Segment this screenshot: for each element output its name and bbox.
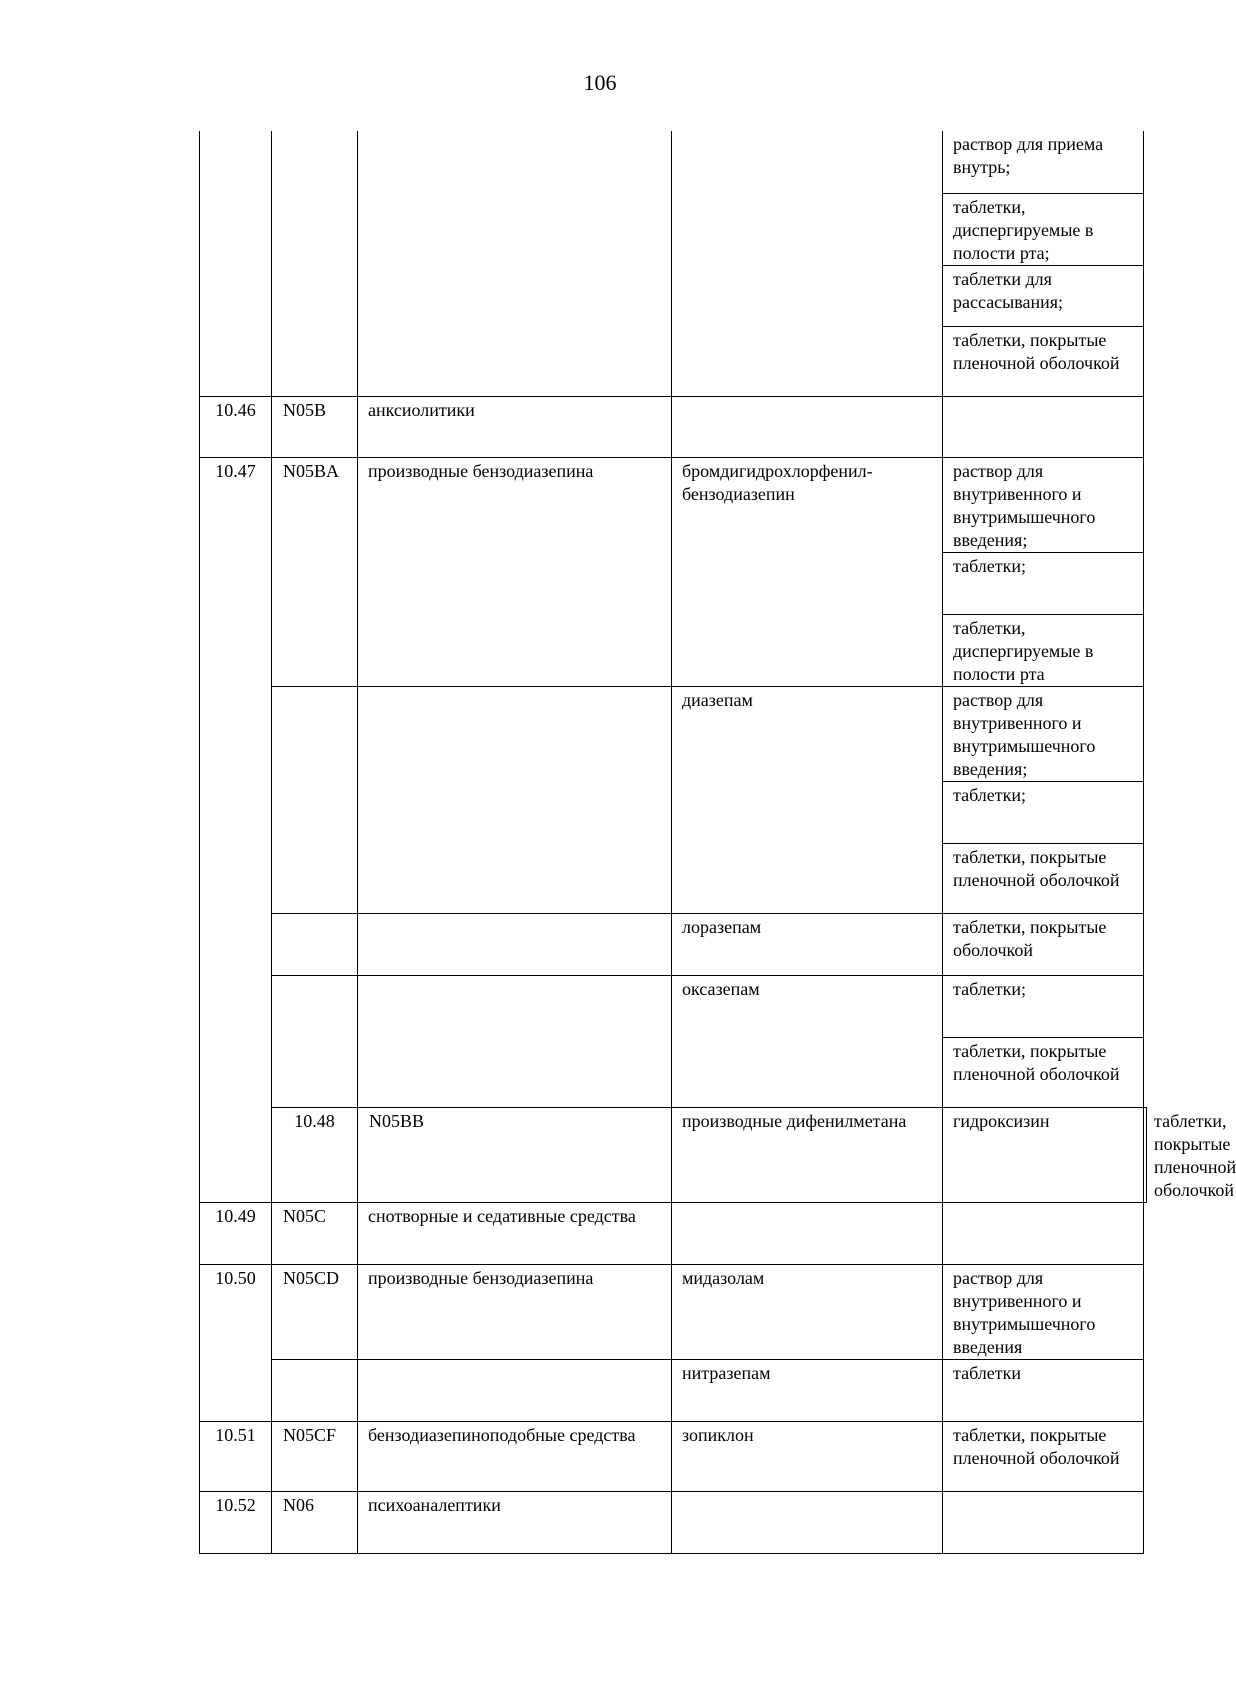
form-cell: таблетки; [943, 975, 1144, 1037]
group-cell [358, 131, 672, 396]
drug-cell: бромдигидрохлорфенил-бензодиазепин [672, 457, 943, 686]
num-cell: 10.50 [200, 1264, 272, 1421]
code-cell [272, 131, 358, 396]
group-cell: снотворные и седативные средства [358, 1202, 672, 1264]
code-cell: N05CF [272, 1421, 358, 1491]
code-cell [272, 686, 358, 913]
form-cell: таблетки, диспергируемые в полости рта [943, 614, 1144, 686]
group-cell [358, 913, 672, 975]
form-cell: таблетки; [943, 552, 1144, 614]
drug-cell: гидроксизин [943, 1107, 1144, 1202]
form-cell: раствор для внутривенного и внутримышечного введения; [943, 686, 1144, 781]
page-number: 106 [583, 70, 617, 95]
table-row [200, 1202, 1147, 1264]
drug-cell [672, 396, 943, 457]
form-cell: раствор для приема внутрь; [943, 131, 1144, 193]
num-cell: 10.51 [200, 1421, 272, 1491]
group-cell [358, 686, 672, 913]
group-cell: производные дифенилметана [672, 1107, 943, 1202]
form-cell: таблетки, покрытые оболочкой [943, 913, 1144, 975]
group-cell [358, 975, 672, 1107]
drug-cell: лоразепам [672, 913, 943, 975]
num-cell: 10.47 [200, 457, 272, 1202]
drug-cell [672, 1202, 943, 1264]
drug-cell: нитразепам [672, 1359, 943, 1421]
table-row [200, 396, 1147, 457]
group-cell: анксиолитики [358, 396, 672, 457]
form-cell: таблетки, покрытые пленочной оболочкой [943, 326, 1144, 396]
form-cell: таблетки, покрытые пленочной оболочкой [943, 843, 1144, 913]
table-row [200, 1491, 1147, 1553]
table-row [200, 131, 1147, 193]
num-cell: 10.46 [200, 396, 272, 457]
table-row [200, 686, 1147, 781]
code-cell [272, 913, 358, 975]
code-cell [272, 1359, 358, 1421]
drug-cell: оксазепам [672, 975, 943, 1107]
group-cell: производные бензодиазепина [358, 1264, 672, 1359]
group-cell: производные бензодиазепина [358, 457, 672, 686]
code-cell: N05B [272, 396, 358, 457]
drug-cell: зопиклон [672, 1421, 943, 1491]
table-row [200, 913, 1147, 975]
num-cell: 10.48 [272, 1107, 358, 1202]
form-cell [943, 396, 1144, 457]
drug-classification-table [199, 131, 1236, 1554]
code-cell [272, 975, 358, 1107]
table-row [200, 975, 1147, 1037]
form-cell: таблетки, покрытые пленочной оболочкой [943, 1037, 1144, 1107]
table-row [200, 1107, 1147, 1202]
drug-cell [672, 1491, 943, 1553]
form-cell: раствор для внутривенного и внутримышечного введения; [943, 457, 1144, 552]
form-cell: таблетки, диспергируемые в полости рта; [943, 193, 1144, 265]
code-cell: N05BB [358, 1107, 672, 1202]
num-cell: 10.49 [200, 1202, 272, 1264]
table-row [200, 1359, 1147, 1421]
code-cell: N05CD [272, 1264, 358, 1359]
group-cell: психоаналептики [358, 1491, 672, 1553]
form-cell: таблетки, покрытые пленочной оболочкой [943, 1421, 1144, 1491]
form-cell: раствор для внутривенного и внутримышечного введения [943, 1264, 1144, 1359]
drug-cell: диазепам [672, 686, 943, 913]
table-row [200, 1421, 1147, 1491]
code-cell: N05BA [272, 457, 358, 686]
group-cell: бензодиазепиноподобные средства [358, 1421, 672, 1491]
code-cell: N06 [272, 1491, 358, 1553]
form-cell: таблетки; [943, 781, 1144, 843]
form-cell: таблетки для рассасывания; [943, 265, 1144, 326]
form-cell: таблетки [943, 1359, 1144, 1421]
table-row [200, 457, 1147, 552]
drug-cell: мидазолам [672, 1264, 943, 1359]
table-row [200, 1264, 1147, 1359]
group-cell [358, 1359, 672, 1421]
num-cell: 10.52 [200, 1491, 272, 1553]
form-cell [943, 1202, 1144, 1264]
drug-cell [672, 131, 943, 396]
code-cell: N05C [272, 1202, 358, 1264]
form-cell [943, 1491, 1144, 1553]
form-cell: таблетки, покрытые пленочной оболочкой [1144, 1107, 1147, 1202]
num-cell [200, 131, 272, 396]
